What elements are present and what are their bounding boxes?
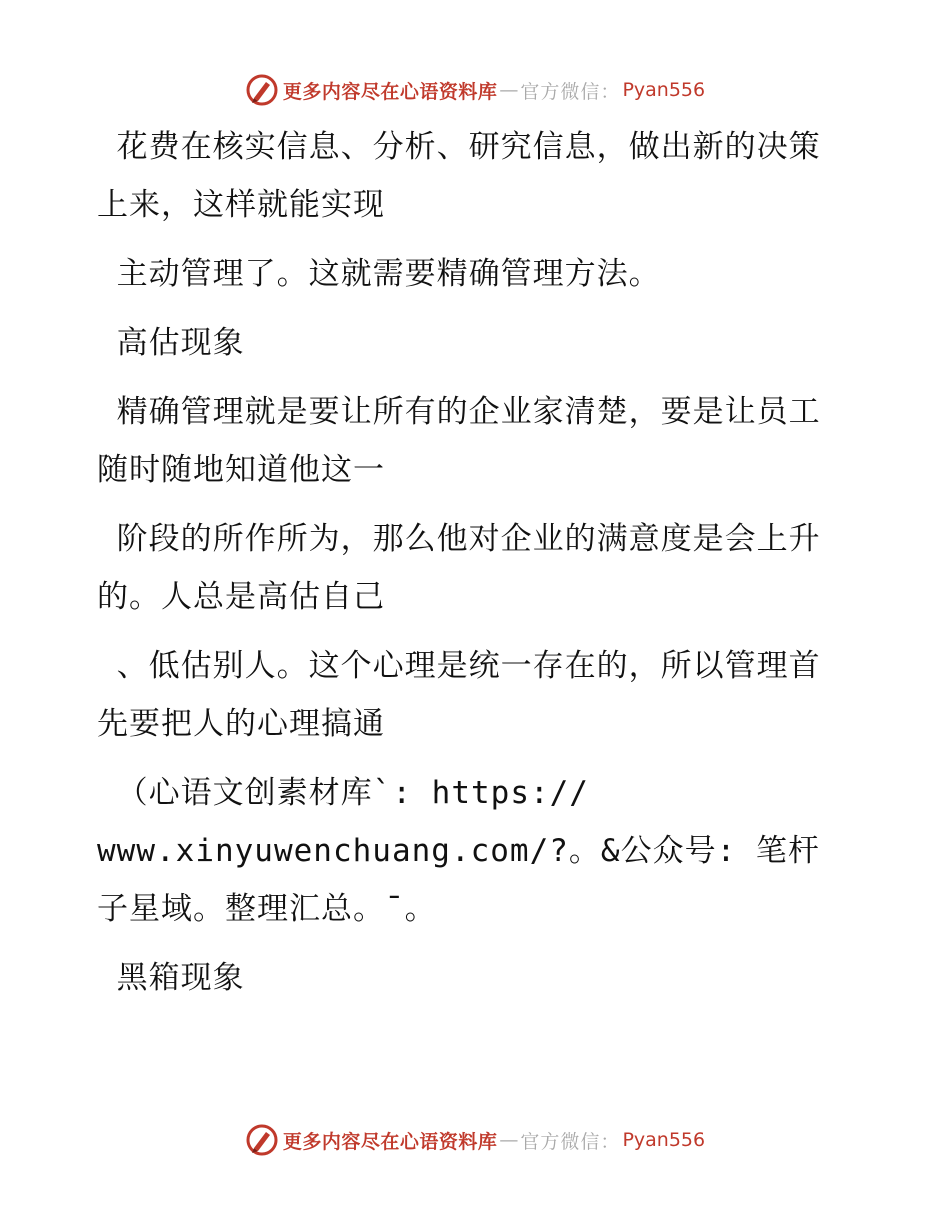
banner-dash: — bbox=[499, 79, 519, 101]
section-heading-overestimate: 高估现象 bbox=[97, 325, 245, 361]
wechat-label: 官方微信： bbox=[520, 1130, 621, 1153]
paragraph-1: 花费在核实信息、分析、研究信息，做出新的决策上来，这样就能实现 bbox=[97, 129, 821, 223]
wechat-id: Pyan556 bbox=[622, 1129, 706, 1151]
document-body bbox=[97, 118, 837, 1007]
pen-logo-icon bbox=[245, 73, 279, 107]
wechat-label: 官方微信： bbox=[520, 80, 621, 103]
pen-logo-icon bbox=[245, 1123, 279, 1157]
paragraph-3: 精确管理就是要让所有的企业家清楚，要是让员工随时随地知道他这一 bbox=[97, 394, 821, 488]
section-heading-blackbox: 黑箱现象 bbox=[97, 960, 245, 996]
footer-banner bbox=[0, 1120, 950, 1160]
source-note: （心语文创素材库`: https:// www.xinyuwenchuang.com/?。&公众号: 笔杆子星域。整理汇总。¯。 bbox=[97, 775, 820, 927]
wechat-id: Pyan556 bbox=[622, 79, 706, 101]
paragraph-5: 、低估别人。这个心理是统一存在的，所以管理首先要把人的心理搞通 bbox=[97, 648, 821, 742]
promo-text: 更多内容尽在心语资料库 bbox=[282, 80, 498, 103]
banner-dash: — bbox=[499, 1129, 519, 1151]
paragraph-2: 主动管理了。这就需要精确管理方法。 bbox=[97, 256, 661, 292]
header-banner bbox=[0, 70, 950, 110]
promo-text: 更多内容尽在心语资料库 bbox=[282, 1130, 498, 1153]
paragraph-4: 阶段的所作所为，那么他对企业的满意度是会上升的。人总是高估自己 bbox=[97, 521, 821, 615]
